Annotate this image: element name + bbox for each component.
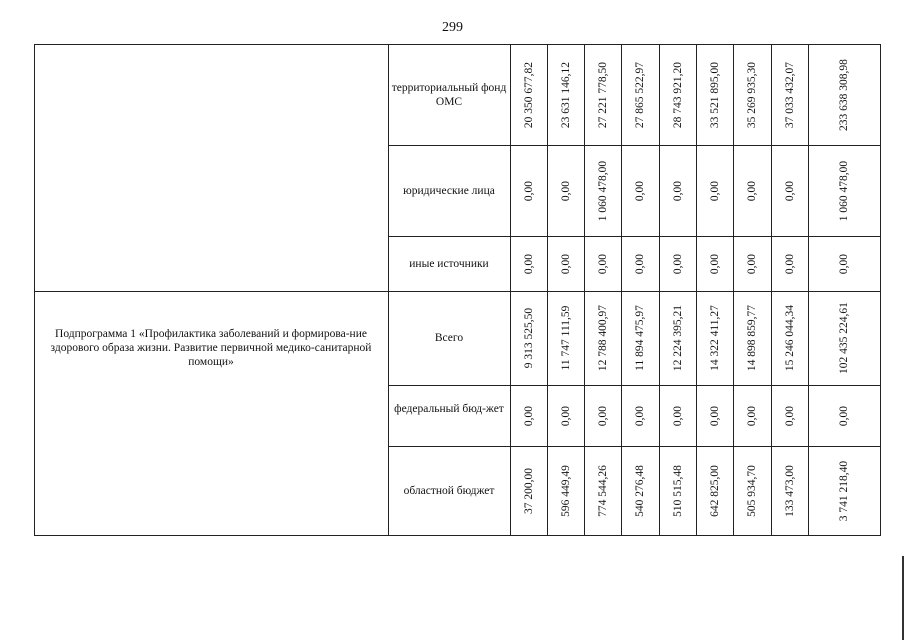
year-value: 0,00 <box>522 253 535 274</box>
year-value: 0,00 <box>708 253 721 274</box>
year-value: 0,00 <box>559 405 572 426</box>
page-number: 299 <box>442 20 463 35</box>
table-rule <box>388 145 881 146</box>
year-value: 133 473,00 <box>783 464 796 517</box>
table-rule <box>34 535 881 536</box>
total-value: 1 060 478,00 <box>838 160 850 221</box>
year-value: 0,00 <box>671 180 684 201</box>
funding-source-label: иные источники <box>409 257 489 270</box>
year-value: 0,00 <box>783 253 796 274</box>
funding-source-label: юридические лица <box>403 184 495 197</box>
year-value: 0,00 <box>634 405 646 426</box>
year-value: 0,00 <box>522 405 535 426</box>
year-value: 0,00 <box>634 180 646 201</box>
year-value: 0,00 <box>559 253 572 274</box>
table-rule <box>388 236 881 237</box>
year-value: 28 743 921,20 <box>671 61 684 128</box>
total-value: 233 638 308,98 <box>838 58 850 131</box>
year-value: 14 898 859,77 <box>746 304 758 372</box>
year-value: 0,00 <box>746 180 758 201</box>
year-value: 37 033 432,07 <box>783 61 796 128</box>
year-value: 14 322 411,27 <box>708 305 721 371</box>
table-rule <box>34 291 881 292</box>
year-value: 0,00 <box>746 253 758 274</box>
scan-edge-mark <box>902 556 904 640</box>
year-value: 510 515,48 <box>671 464 684 517</box>
table-rule <box>510 44 511 536</box>
table-rule <box>388 385 881 386</box>
year-value: 505 934,70 <box>746 464 758 517</box>
table-rule <box>388 44 389 536</box>
table-rule <box>34 44 881 45</box>
total-value: 102 435 224,61 <box>838 302 850 374</box>
year-value: 20 350 677,82 <box>522 61 535 128</box>
year-value: 1 060 478,00 <box>596 160 609 221</box>
year-value: 0,00 <box>708 180 721 201</box>
table-rule <box>880 44 881 536</box>
funding-source-label: федеральный бюд-жет <box>394 402 504 415</box>
year-value: 0,00 <box>522 180 535 201</box>
table-rule <box>388 446 881 447</box>
year-value: 27 221 778,50 <box>596 61 609 128</box>
year-value: 12 788 400,97 <box>596 304 609 372</box>
table-rule <box>621 44 622 536</box>
funding-source-label: территориальный фонд ОМС <box>391 81 507 108</box>
year-value: 11 747 111,59 <box>559 305 572 371</box>
year-value: 0,00 <box>559 180 572 201</box>
year-value: 0,00 <box>596 405 609 426</box>
year-value: 15 246 044,34 <box>783 304 796 372</box>
table-rule <box>696 44 697 536</box>
year-value: 0,00 <box>708 405 721 426</box>
year-value: 540 276,48 <box>634 464 646 517</box>
table-rule <box>771 44 772 536</box>
year-value: 0,00 <box>596 253 609 274</box>
year-value: 33 521 895,00 <box>708 61 721 128</box>
year-value: 27 865 522,97 <box>634 61 646 128</box>
funding-source-label: Всего <box>434 332 464 344</box>
year-value: 0,00 <box>671 405 684 426</box>
year-value: 11 894 475,97 <box>634 305 646 371</box>
funding-source-label: областной бюджет <box>403 484 495 497</box>
year-value: 0,00 <box>783 405 796 426</box>
total-value: 0,00 <box>838 405 850 426</box>
year-value: 0,00 <box>634 253 646 274</box>
year-value: 596 449,49 <box>559 464 572 517</box>
year-value: 23 631 146,12 <box>559 61 572 128</box>
year-value: 774 544,26 <box>596 464 609 517</box>
table-rule <box>733 44 734 536</box>
year-value: 35 269 935,30 <box>746 61 758 128</box>
year-value: 9 313 525,50 <box>522 307 535 369</box>
year-value: 0,00 <box>671 253 684 274</box>
year-value: 12 224 395,21 <box>671 304 684 372</box>
table-rule <box>34 44 35 536</box>
table-rule <box>584 44 585 536</box>
table-rule <box>808 44 809 536</box>
table-rule <box>659 44 660 536</box>
year-value: 642 825,00 <box>708 464 721 517</box>
total-value: 3 741 218,40 <box>838 460 850 521</box>
table-rule <box>547 44 548 536</box>
year-value: 37 200,00 <box>522 467 535 514</box>
year-value: 0,00 <box>783 180 796 201</box>
total-value: 0,00 <box>838 253 850 274</box>
year-value: 0,00 <box>746 405 758 426</box>
subprogram-title: Подпрограмма 1 «Профилактика заболеваний и формирова-ние здорового образа жизни. Развитие первичной медико-санитарной помощи» <box>50 328 372 368</box>
